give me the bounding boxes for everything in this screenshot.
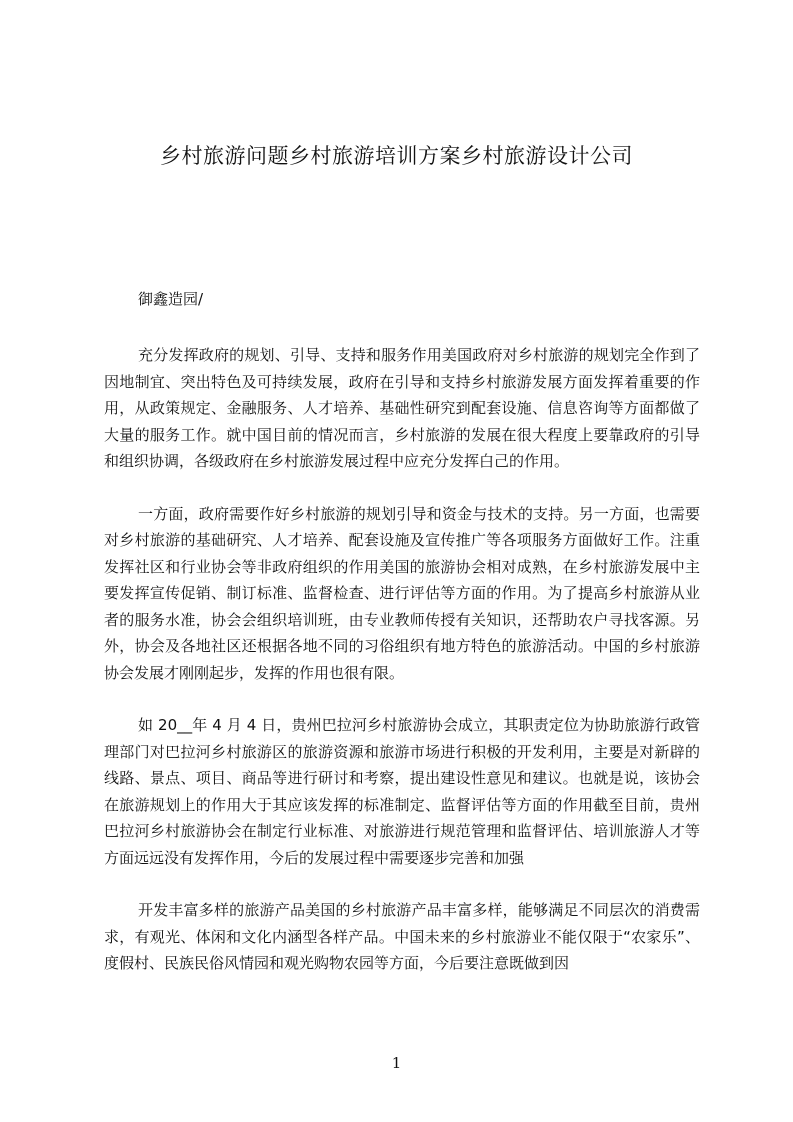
- page-number: 1: [391, 1054, 402, 1072]
- document-title: 乡村旅游问题乡村旅游培训方案乡村旅游设计公司: [160, 144, 633, 168]
- document-author: 御鑫造园/: [138, 290, 204, 308]
- paragraph: 开发丰富多样的旅游产品美国的乡村旅游产品丰富多样，能够满足不同层次的消费需求，有观光、体闲和文化内涵型各样产品。中国未来的乡村旅游业不能仅限于“农家乐”、度假村、民族民俗风情园和观光购物农园等方面，今后要注意既做到因: [104, 901, 700, 972]
- document-body: [104, 342, 700, 1003]
- paragraph: 如 20__年 4 月 4 日，贵州巴拉河乡村旅游协会成立，其职责定位为协助旅游行政管理部门对巴拉河乡村旅游区的旅游资源和旅游市场进行积极的开发利用，主要是对新辟的线路、景点、项目、商品等进行研讨和考察，提出建设性意见和建议。也就是说，该协会在旅游规划上的作用大于其应该发挥的标准制定、监督评估等方面的作用截至目前，贵州巴拉河乡村旅游协会在制定行业标准、对旅游进行规范管理和监督评估、培训旅游人才等方面远远没有发挥作用，今后的发展过程中需要逐步完善和加强: [104, 716, 700, 867]
- paragraph: 充分发挥政府的规划、引导、支持和服务作用美国政府对乡村旅游的规划完全作到了因地制宜、突出特色及可持续发展，政府在引导和支持乡村旅游发展方面发挥着重要的作用，从政策规定、金融服务、人才培养、基础性研究到配套设施、信息咨询等方面都做了大量的服务工作。就中国目前的情况而言，乡村旅游的发展在很大程度上要靠政府的引导和组织协调，各级政府在乡村旅游发展过程中应充分发挥白己的作用。: [104, 346, 700, 470]
- paragraph: 一方面，政府需要作好乡村旅游的规划引导和资金与技术的支持。另一方面，也需要对乡村旅游的基础研究、人才培养、配套设施及宣传推广等各项服务方面做好工作。注重发挥社区和行业协会等非政府组织的作用美国的旅游协会相对成熟，在乡村旅游发展中主要发挥宣传促销、制订标准、监督检查、进行评估等方面的作用。为了提高乡村旅游从业者的服务水准，协会会组织培训班，由专业教师传授有关知识，还帮助农户寻找客源。另外，协会及各地社区还根据各地不同的习俗组织有地方特色的旅游活动。中国的乡村旅游协会发展才刚刚起步，发挥的作用也很有限。: [104, 504, 700, 682]
